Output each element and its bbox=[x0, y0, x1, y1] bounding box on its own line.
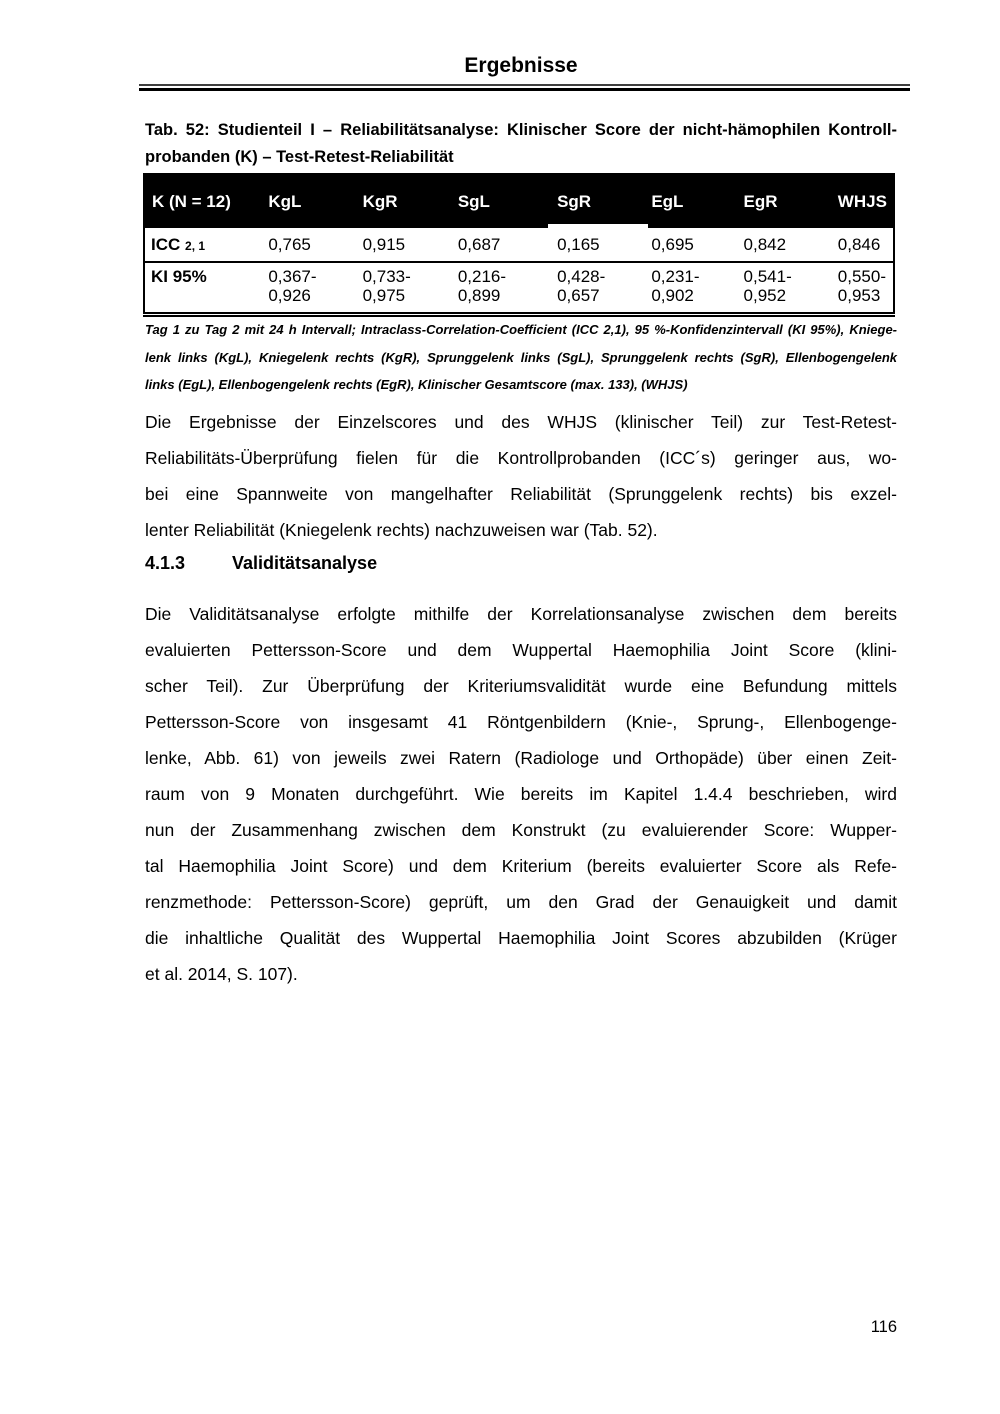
reliability-table-wrap bbox=[143, 173, 899, 317]
ci-upper: 0,733- bbox=[362, 267, 411, 286]
table-header-cell: WHJS bbox=[832, 174, 894, 228]
header-highlight-artifact bbox=[548, 224, 648, 228]
body-line: scher Teil). Zur Überprüfung der Kriteriumsvalidität wurde eine Befundung mittels bbox=[145, 676, 897, 696]
ci-lower: 0,975 bbox=[362, 286, 406, 305]
body-line: lenke, Abb. 61) von jeweils zwei Ratern (Radiologe und Orthopäde) über einen Zeit- bbox=[145, 748, 897, 768]
ci-upper: 0,216- bbox=[457, 267, 507, 286]
body-line: bei eine Spannweite von mangelhafter Reliabilität (Sprunggelenk rechts) bis exzel- bbox=[145, 484, 897, 504]
body-line: Die Validitätsanalyse erfolgte mithilfe der Korrelationsanalyse zwischen dem bereits bbox=[145, 604, 897, 624]
table-cell bbox=[262, 262, 356, 315]
body-paragraph-2 bbox=[145, 596, 897, 992]
footnote-line: lenk links (KgL), Kniegelenk rechts (KgR), Sprunggelenk links (SgL), Sprunggelenk rechts (SgR), Ellenbogengelenk bbox=[145, 349, 897, 365]
body-line: raum von 9 Monaten durchgeführt. Wie bereits im Kapitel 1.4.4 beschrieben, wird bbox=[145, 784, 897, 804]
body-paragraph-1 bbox=[145, 404, 897, 548]
body-line: nun der Zusammenhang zwischen dem Konstrukt (zu evaluierender Score: Wupper- bbox=[145, 820, 897, 840]
table-footnote bbox=[145, 316, 897, 399]
table-row-ki bbox=[144, 262, 894, 315]
table-caption bbox=[145, 117, 897, 171]
table-header-cell: SgL bbox=[452, 174, 551, 228]
row-label-icc bbox=[144, 228, 262, 262]
ci-upper: 0,231- bbox=[651, 267, 700, 286]
table-cell: 0,687 bbox=[452, 228, 551, 262]
body-line: Reliabilitäts-Überprüfung fielen für die Kontrollprobanden (ICC´s) geringer aus, wo- bbox=[145, 448, 897, 468]
ci-lower: 0,902 bbox=[651, 286, 694, 305]
reliability-table bbox=[143, 173, 895, 317]
ci-lower: 0,926 bbox=[268, 286, 311, 305]
ci-upper: 0,550- bbox=[837, 267, 886, 286]
table-header-cell: KgR bbox=[357, 174, 452, 228]
table-cell bbox=[645, 262, 737, 315]
table-header-cell: EgR bbox=[738, 174, 832, 228]
row-label-text: ICC bbox=[151, 234, 181, 254]
table-cell bbox=[738, 262, 832, 315]
ci-lower: 0,952 bbox=[743, 286, 787, 305]
ci-lower: 0,899 bbox=[457, 286, 501, 305]
page-number: 116 bbox=[870, 1318, 897, 1336]
table-header-cell: EgL bbox=[645, 174, 737, 228]
body-line: et al. 2014, S. 107). bbox=[145, 964, 298, 984]
table-header-cell: K (N = 12) bbox=[144, 174, 262, 228]
row-label-ki: KI 95% bbox=[151, 267, 207, 286]
ci-upper: 0,428- bbox=[557, 267, 606, 286]
table-cell bbox=[832, 262, 894, 315]
table-cell: 0,915 bbox=[357, 228, 452, 262]
header-double-rule bbox=[139, 84, 910, 91]
table-row-icc bbox=[144, 228, 894, 262]
table-header-cell: SgR bbox=[551, 174, 645, 228]
table-cell: 0,842 bbox=[738, 228, 832, 262]
section-number: 4.1.3 bbox=[145, 553, 186, 573]
footnote-line: links (EgL), Ellenbogengelenk rechts (EgR), Klinischer Gesamtscore (max. 133), (WHJS) bbox=[145, 377, 688, 392]
ci-lower: 0,953 bbox=[837, 286, 881, 305]
body-line: Die Ergebnisse der Einzelscores und des WHJS (klinischer Teil) zur Test-Retest- bbox=[145, 412, 897, 432]
running-head: Ergebnisse bbox=[464, 54, 578, 77]
body-line: die inhaltliche Qualität des Wuppertal Haemophilia Joint Scores abzubilden (Krüger bbox=[145, 928, 897, 948]
table-header-cell: KgL bbox=[262, 174, 356, 228]
row-label-subscript: 2, 1 bbox=[185, 238, 206, 253]
table-caption-line: probanden (K) – Test-Retest-Reliabilität bbox=[145, 148, 454, 166]
ci-upper: 0,367- bbox=[268, 267, 317, 286]
table-cell bbox=[357, 262, 452, 315]
table-cell: 0,695 bbox=[645, 228, 737, 262]
table-cell bbox=[452, 262, 551, 315]
ci-lower: 0,657 bbox=[557, 286, 600, 305]
table-cell: 0,165 bbox=[551, 228, 645, 262]
body-line: renzmethode: Pettersson-Score) geprüft, um den Grad der Genauigkeit und damit bbox=[145, 892, 897, 912]
body-line: Pettersson-Score von insgesamt 41 Röntgenbildern (Knie-, Sprung-, Ellenbogenge- bbox=[145, 712, 897, 732]
ci-upper: 0,541- bbox=[743, 267, 792, 286]
section-heading bbox=[145, 553, 897, 574]
table-header-row bbox=[144, 174, 894, 228]
table-cell: 0,846 bbox=[832, 228, 894, 262]
table-cell: 0,765 bbox=[262, 228, 356, 262]
body-line: evaluierten Pettersson-Score und dem Wuppertal Haemophilia Joint Score (klini- bbox=[145, 640, 897, 660]
body-line: lenter Reliabilität (Kniegelenk rechts) nachzuweisen war (Tab. 52). bbox=[145, 520, 658, 540]
footnote-line: Tag 1 zu Tag 2 mit 24 h Intervall; Intraclass-Correlation-Coefficient (ICC 2,1), 95 %-Konfidenzintervall (KI 95%), Kniege- bbox=[145, 322, 897, 337]
section-title: Validitätsanalyse bbox=[232, 553, 378, 573]
table-cell bbox=[551, 262, 645, 315]
table-caption-line: Tab. 52: Studienteil I – Reliabilitätsanalyse: Klinischer Score der nicht-hämophilen Kontroll- bbox=[145, 121, 897, 139]
body-line: tal Haemophilia Joint Score) und dem Kriterium (bereits evaluierter Score als Refe- bbox=[145, 856, 897, 876]
